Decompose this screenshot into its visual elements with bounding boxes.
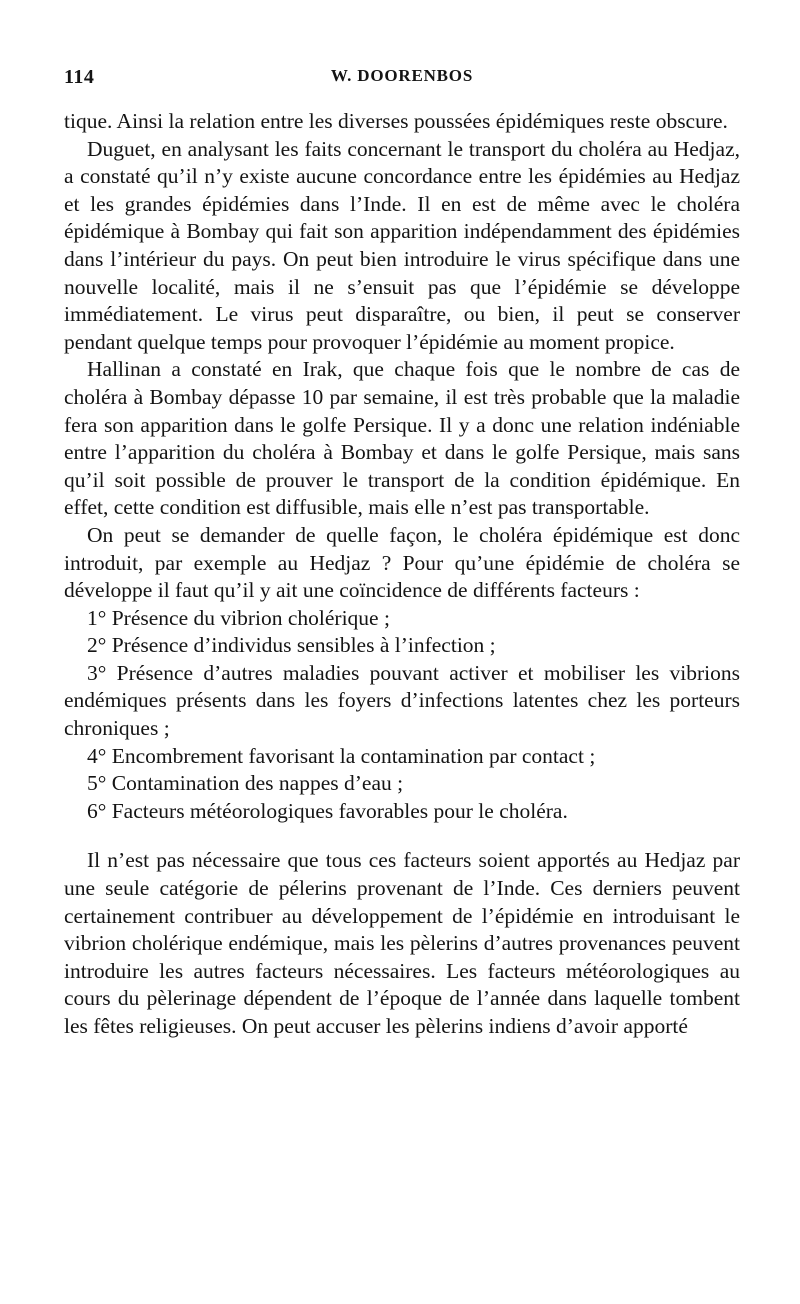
page-header xyxy=(64,66,740,94)
list-item: 5° Contamination des nappes d’eau ; xyxy=(87,771,404,796)
body-text xyxy=(64,108,740,1041)
list-item: 2° Présence d’individus sensibles à l’infection ; xyxy=(87,633,496,658)
paragraph: Il n’est pas nécessaire que tous ces facteurs soient apportés au Hedjaz par une seule catégorie de pélerins provenant de l’Inde. Ces derniers peuvent certainement contribuer au développement de l’épidémie en introduisant le vibrion cholérique endémique, mais les pèlerins d’autres provenances peuvent introduire les autres facteurs nécessaires. Les facteurs météorologiques au cours du pèlerinage dépendent de l’époque de l’année dans laquelle tombent les fêtes religieuses. On peut accuser les pèlerins indiens d’avoir apporté xyxy=(64,848,740,1038)
paragraph: tique. Ainsi la relation entre les diverses poussées épidémiques reste obscure. xyxy=(64,109,728,133)
list-item: 4° Encombrement favorisant la contamination par contact ; xyxy=(87,743,596,768)
paragraph: On peut se demander de quelle façon, le choléra épidémique est donc introduit, par exemple au Hedjaz ? Pour qu’une épidémie de choléra se développe il faut qu’il y ait une coïncidence de différents facteurs : xyxy=(64,522,740,603)
list-item: 6° Facteurs météorologiques favorables pour le choléra. xyxy=(87,798,568,823)
list-item: 1° Présence du vibrion cholérique ; xyxy=(87,605,390,630)
page-number: 114 xyxy=(64,66,95,88)
running-head: W. DOORENBOS xyxy=(330,66,474,85)
factor-list xyxy=(64,605,740,826)
paragraph: Duguet, en analysant les faits concernant le transport du choléra au Hedjaz, a constaté qu’il n’y existe aucune concordance entre les épidémies au Hedjaz et les grandes épidémies dans l’Inde. Il en est de même avec le choléra épidémique à Bombay qui fait son apparition indépendamment des épidémies dans l’intérieur du pays. On peut bien introduire le virus spécifique dans une nouvelle localité, mais il ne s’ensuit pas que l’épidémie se développe immédiatement. Le virus peut disparaître, ou bien, il peut se conserver pendant quelque temps pour provoquer l’épidémie au moment propice. xyxy=(64,136,740,354)
paragraph: Hallinan a constaté en Irak, que chaque fois que le nombre de cas de choléra à Bombay dépasse 10 par semaine, il est très probable que la maladie fera son apparition dans le golfe Persique. Il y a donc une relation indéniable entre l’apparition du choléra à Bombay et dans le golfe Persique, mais sans qu’il soit possible de prouver le transport de la condition épidémique. En effet, cette condition est diffusible, mais elle n’est pas transportable. xyxy=(64,357,740,520)
list-item: 3° Présence d’autres maladies pouvant activer et mobiliser les vibrions endémiques présents dans les foyers d’infections latentes chez les porteurs chroniques ; xyxy=(64,660,740,741)
